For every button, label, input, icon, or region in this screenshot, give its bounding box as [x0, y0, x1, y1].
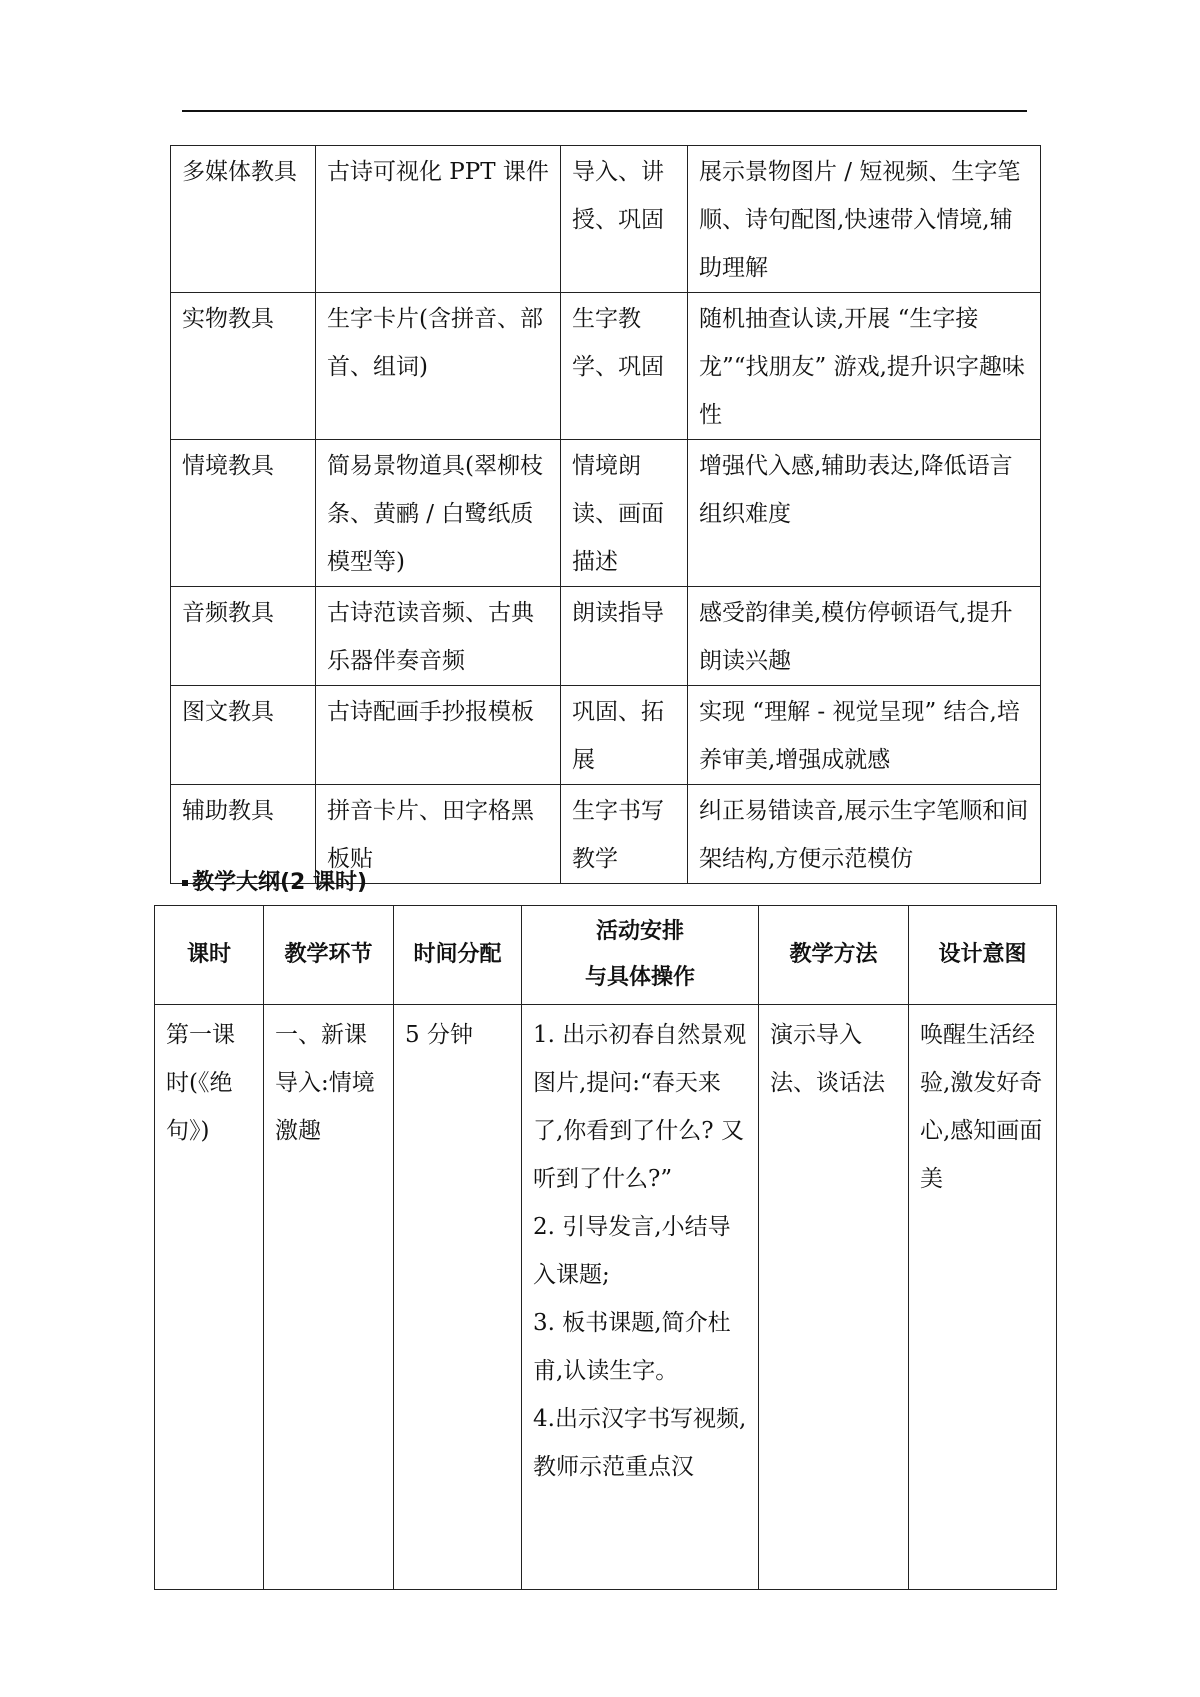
aid-type: 实物教具	[171, 293, 316, 440]
aid-type: 图文教具	[171, 686, 316, 785]
aid-stage: 朗读指导	[561, 587, 688, 686]
bullet-icon	[182, 880, 188, 886]
header-rule	[182, 110, 1027, 112]
table-row	[171, 686, 1041, 785]
teaching-outline-table	[154, 905, 1057, 1590]
aid-item: 简易景物道具(翠柳枝条、黄鹂 / 白鹭纸质模型等)	[316, 440, 561, 587]
table-header-row	[155, 906, 1057, 1005]
table-row	[171, 440, 1041, 587]
aid-purpose: 实现 “理解 - 视觉呈现” 结合,培养审美,增强成就感	[688, 686, 1041, 785]
aid-purpose: 感受韵律美,模仿停顿语气,提升朗读兴趣	[688, 587, 1041, 686]
aid-type: 辅助教具	[171, 785, 316, 884]
aid-type: 情境教具	[171, 440, 316, 587]
table-row	[155, 1005, 1057, 1590]
aid-type: 多媒体教具	[171, 146, 316, 293]
teaching-aids-table	[170, 145, 1041, 884]
header-activity-line2: 与具体操作	[584, 965, 695, 990]
cell-method: 演示导入法、谈话法	[759, 1005, 909, 1590]
cell-activity	[522, 1005, 759, 1590]
cell-phase: 一、新课导入:情境激趣	[264, 1005, 394, 1590]
aid-stage: 生字教学、巩固	[561, 293, 688, 440]
activity-step: 3. 板书课题,简介杜甫,认读生字。	[533, 1310, 731, 1384]
header-method: 教学方法	[759, 906, 909, 1005]
aid-type: 音频教具	[171, 587, 316, 686]
table-row	[171, 293, 1041, 440]
aid-item: 古诗配画手抄报模板	[316, 686, 561, 785]
aid-purpose: 展示景物图片 / 短视频、生字笔顺、诗句配图,快速带入情境,辅助理解	[688, 146, 1041, 293]
aid-item: 古诗范读音频、古典乐器伴奏音频	[316, 587, 561, 686]
header-activity	[522, 906, 759, 1005]
aid-stage: 生字书写教学	[561, 785, 688, 884]
table-row	[171, 587, 1041, 686]
header-time: 时间分配	[394, 906, 522, 1005]
aid-purpose: 随机抽查认读,开展 “生字接龙”“找朋友” 游戏,提升识字趣味性	[688, 293, 1041, 440]
cell-time: 5 分钟	[394, 1005, 522, 1590]
aid-purpose: 纠正易错读音,展示生字笔顺和间架结构,方便示范模仿	[688, 785, 1041, 884]
section-heading-text: 教学大纲(2 课时)	[192, 870, 368, 895]
header-intent: 设计意图	[909, 906, 1057, 1005]
header-lesson: 课时	[155, 906, 264, 1005]
activity-step: 2. 引导发言,小结导入课题;	[533, 1214, 731, 1288]
aid-stage: 情境朗读、画面描述	[561, 440, 688, 587]
aid-stage: 导入、讲授、巩固	[561, 146, 688, 293]
aid-item: 古诗可视化 PPT 课件	[316, 146, 561, 293]
header-phase: 教学环节	[264, 906, 394, 1005]
aid-item: 拼音卡片、田字格黑板贴	[316, 785, 561, 884]
aid-stage: 巩固、拓展	[561, 686, 688, 785]
cell-intent: 唤醒生活经验,激发好奇心,感知画面美	[909, 1005, 1057, 1590]
cell-lesson: 第一课时(《绝句》)	[155, 1005, 264, 1590]
aid-purpose: 增强代入感,辅助表达,降低语言组织难度	[688, 440, 1041, 587]
header-activity-line1: 活动安排	[595, 919, 684, 944]
table-row	[171, 146, 1041, 293]
section-heading	[182, 868, 367, 898]
activity-step: 4.出示汉字书写视频,教师示范重点汉	[533, 1406, 747, 1480]
activity-step: 1. 出示初春自然景观图片,提问:“春天来了,你看到了什么? 又听到了什么?”	[533, 1022, 747, 1192]
aid-item: 生字卡片(含拼音、部首、组词)	[316, 293, 561, 440]
